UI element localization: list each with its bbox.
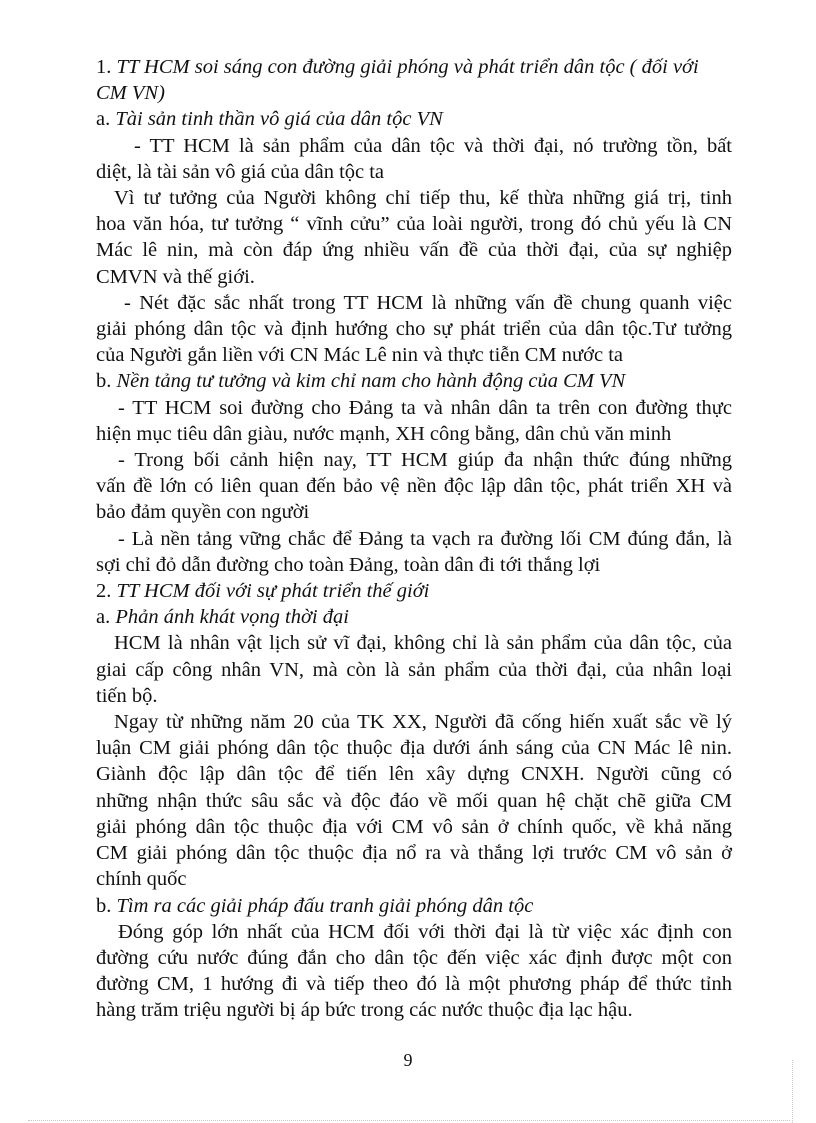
body-text-line: - Là nền tảng vững chắc để Đảng ta vạch ra đường lối CM đúng đắn, là: [118, 527, 732, 550]
heading-text: Phản ánh khát vọng thời đại: [115, 606, 349, 629]
heading-number: a.: [96, 108, 116, 131]
page-number: 9: [403, 1050, 413, 1070]
body-text-line: hoa văn hóa, tư tưởng “ vĩnh cửu” của loài người, trong đó chủ yếu là CN: [96, 213, 732, 236]
body-text-line: bảo đảm quyền con người: [96, 501, 310, 524]
body-text-line: hiện mục tiêu dân giàu, nước mạnh, XH công bằng, dân chủ văn minh: [96, 422, 672, 445]
section-heading: [96, 893, 732, 919]
body-text-line: chính quốc: [96, 868, 187, 891]
body-text-line: luận CM giải phóng dân tộc thuộc địa dưới ánh sáng của CN Mác lê nin.: [96, 737, 732, 760]
body-text-line: giải phóng dân tộc thuộc địa với CM vô sản ở chính quốc, về khả năng: [96, 815, 732, 838]
body-text-line: - Trong bối cảnh hiện nay, TT HCM giúp đa nhận thức đúng những: [118, 449, 732, 472]
heading-text: TT HCM soi sáng con đường giải phóng và phát triển dân tộc ( đối với: [116, 56, 699, 78]
section-heading: [96, 106, 732, 132]
section-heading: [96, 54, 732, 80]
body-text-line: đường cứu nước đúng đắn cho dân tộc đến việc xác định được một con: [96, 946, 732, 969]
body-text-line: CMVN và thế giới.: [96, 265, 255, 288]
page-border-right: [792, 1060, 793, 1123]
heading-number: 1.: [96, 56, 117, 78]
heading-text: TT HCM đối với sự phát triển thế giới: [116, 580, 430, 603]
section-heading: [96, 578, 732, 604]
heading-text: Nền tảng tư tưởng và kim chỉ nam cho hành động của CM VN: [116, 370, 626, 393]
body-text-line: giải phóng dân tộc và định hướng cho sự phát triển của dân tộc.Tư tưởng: [96, 318, 732, 341]
body-text-line: đường CM, 1 hướng đi và tiếp theo đó là một phương pháp để thức tỉnh: [96, 973, 732, 996]
body-text-line: hàng trăm triệu người bị áp bức trong các nước thuộc địa lạc hậu.: [96, 999, 633, 1022]
document-page: [96, 54, 732, 1024]
body-text-line: Vì tư tưởng của Người không chỉ tiếp thu, kế thừa những giá trị, tinh: [114, 187, 732, 210]
body-text-line: - TT HCM là sản phẩm của dân tộc và thời đại, nó trường tồn, bất: [134, 134, 732, 157]
body-text-line: vấn đề lớn có liên quan đến bảo vệ nền độc lập dân tộc, phát triển XH và: [96, 475, 732, 498]
body-text-line: - Nét đặc sắc nhất trong TT HCM là những vấn đề chung quanh việc: [124, 291, 732, 314]
heading-number: a.: [96, 606, 116, 629]
section-heading-continued: CM VN): [96, 82, 165, 105]
heading-number: b.: [96, 370, 117, 393]
heading-number: b.: [96, 894, 117, 917]
body-text-line: HCM là nhân vật lịch sử vĩ đại, không chỉ là sản phẩm của dân tộc, của: [114, 632, 732, 655]
heading-number: 2.: [96, 580, 117, 603]
body-text-line: Đóng góp lớn nhất của HCM đối với thời đại là từ việc xác định con: [118, 920, 732, 943]
body-text-line: sợi chỉ đỏ dẫn đường cho toàn Đảng, toàn dân đi tới thắng lợi: [96, 553, 601, 576]
page-border-bottom: [28, 1120, 790, 1121]
heading-text: Tài sản tinh thần vô giá của dân tộc VN: [115, 108, 443, 131]
body-text-line: CM giải phóng dân tộc thuộc địa nổ ra và thắng lợi trước CM vô sản ở: [96, 842, 732, 865]
body-text-line: tiến bộ.: [96, 684, 158, 707]
body-text-line: - TT HCM soi đường cho Đảng ta và nhân dân ta trên con đường thực: [118, 396, 732, 419]
body-text-line: Mác lê nin, mà còn đáp ứng nhiều vấn đề của thời đại, của sự nghiệp: [96, 239, 732, 262]
section-heading: [96, 368, 732, 394]
body-text-line: của Người gắn liền với CN Mác Lê nin và thực tiễn CM nước ta: [96, 344, 623, 367]
body-text-line: những nhận thức sâu sắc và độc đáo về mối quan hệ chặt chẽ giữa CM: [96, 789, 732, 812]
body-text-line: diệt, là tài sản vô giá của dân tộc ta: [96, 160, 385, 183]
body-text-line: giai cấp công nhân VN, mà còn là sản phẩm của thời đại, của nhân loại: [96, 658, 732, 681]
section-heading: [96, 604, 732, 630]
heading-text: Tìm ra các giải pháp đấu tranh giải phóng dân tộc: [116, 894, 534, 917]
body-text-line: Ngay từ những năm 20 của TK XX, Người đã cống hiến xuất sắc về lý: [114, 711, 732, 734]
body-text-line: Giành độc lập dân tộc để tiến lên xây dựng CNXH. Người cũng có: [96, 763, 732, 786]
